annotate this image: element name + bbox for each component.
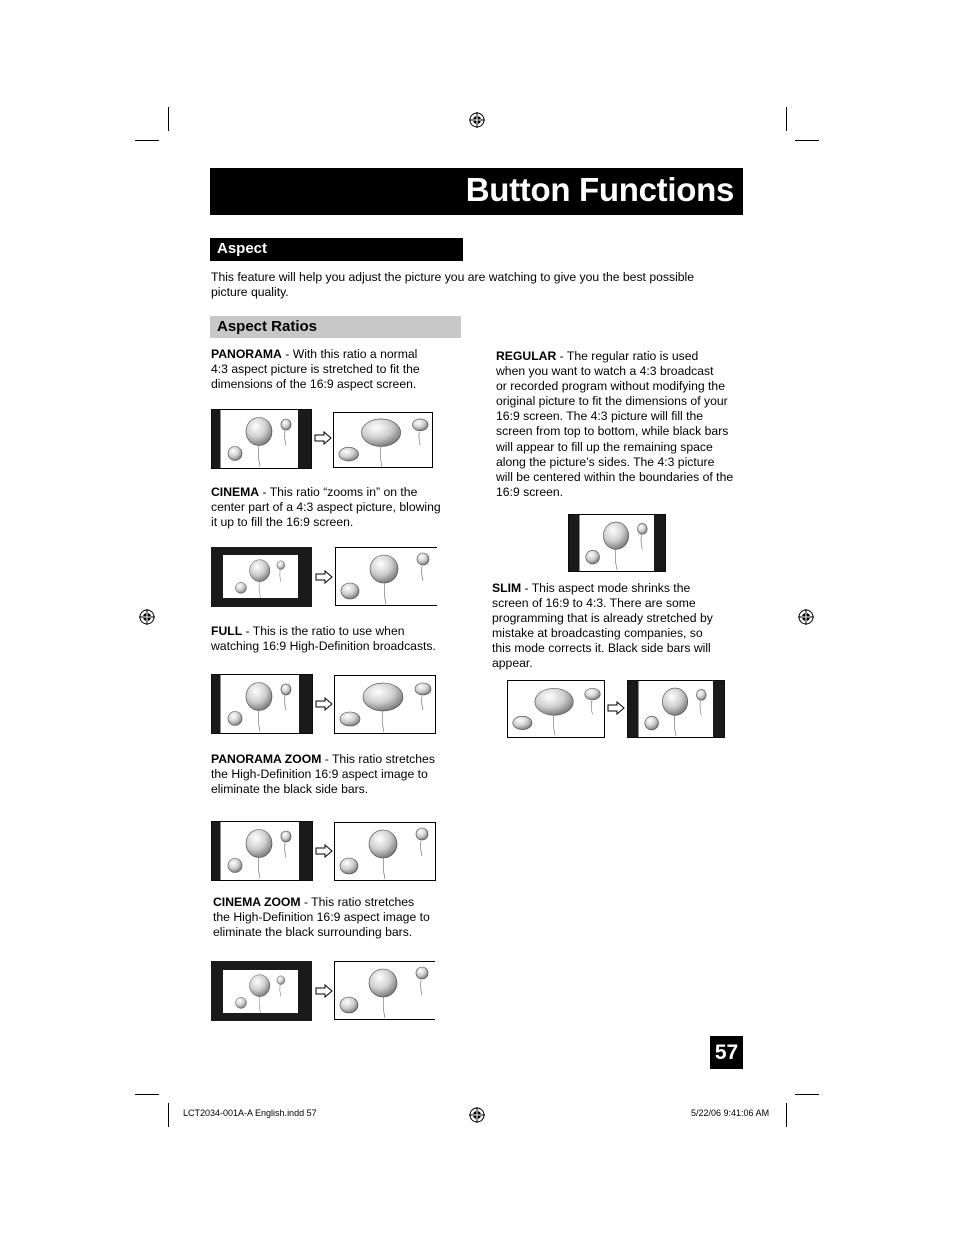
- text-line: it up to fill the 16:9 screen.: [211, 515, 354, 530]
- slim-illustration: [507, 680, 726, 739]
- text-line: - This ratio “zooms in” on the: [262, 485, 418, 499]
- mode-description-slim: [492, 581, 713, 672]
- text-line: 4:3 aspect picture is stretched to fit the: [211, 362, 420, 377]
- text-line: This feature will help you adjust the picture you are watching to give you the best possible: [211, 270, 695, 284]
- section-heading-text: Aspect Ratios: [217, 318, 318, 335]
- mode-name: CINEMA: [211, 485, 260, 499]
- text-line: mistake at broadcasting companies, so: [492, 626, 703, 641]
- text-line: 16:9 screen. The 4:3 picture will fill the: [496, 409, 704, 424]
- text-line: - The regular ratio is used: [559, 349, 699, 363]
- mode-description-panorama-zoom: [211, 752, 435, 797]
- text-line: original picture to fit the dimensions of your: [496, 394, 728, 409]
- text-line: - This ratio stretches: [303, 895, 415, 909]
- mode-name: FULL: [211, 624, 243, 638]
- text-line: watching 16:9 High-Definition broadcasts.: [211, 639, 436, 654]
- full-illustration: [211, 674, 438, 735]
- text-line: when you want to watch a 4:3 broadcast: [496, 364, 714, 379]
- text-line: dimensions of the 16:9 aspect screen.: [211, 377, 417, 392]
- registration-mark-icon: [469, 112, 485, 128]
- text-line: - This is the ratio to use when: [245, 624, 405, 638]
- registration-mark-icon: [469, 1107, 485, 1123]
- text-line: - This aspect mode shrinks the: [524, 581, 691, 595]
- panorama-zoom-illustration: [211, 821, 438, 882]
- crop-mark: [786, 107, 787, 131]
- registration-mark-icon: [798, 609, 814, 625]
- text-line: this mode corrects it. Black side bars will: [492, 641, 711, 656]
- crop-mark: [795, 140, 819, 141]
- crop-mark: [135, 140, 159, 141]
- page-title: Button Functions: [465, 171, 734, 208]
- text-line: the High-Definition 16:9 aspect image to: [213, 910, 430, 925]
- text-line: - This ratio stretches: [324, 752, 435, 766]
- text-line: or recorded program without modifying the: [496, 379, 725, 394]
- text-line: will be centered within the boundaries of the: [496, 469, 734, 484]
- page-number: 57: [710, 1036, 743, 1069]
- mode-description-regular: [496, 349, 733, 500]
- mode-description-cinema: [211, 485, 441, 530]
- crop-mark: [168, 1103, 169, 1127]
- crop-mark: [795, 1094, 819, 1095]
- regular-illustration: [568, 514, 666, 572]
- cinema-illustration: [211, 547, 438, 607]
- panorama-illustration: [211, 409, 436, 469]
- crop-mark: [168, 107, 169, 131]
- title-bar: [210, 168, 743, 215]
- section-heading-aspect: [210, 238, 463, 261]
- text-line: center part of a 4:3 aspect picture, blowing: [211, 500, 441, 515]
- text-line: appear.: [492, 656, 533, 671]
- mode-description-cinema-zoom: [213, 895, 430, 940]
- intro-paragraph: [211, 270, 694, 300]
- mode-description-full: [211, 624, 436, 654]
- text-line: the High-Definition 16:9 aspect image to: [211, 767, 428, 782]
- mode-name: SLIM: [492, 581, 522, 595]
- text-line: programming that is already stretched by: [492, 611, 713, 626]
- mode-description-panorama: [211, 347, 420, 392]
- footer-timestamp: 5/22/06 9:41:06 AM: [691, 1108, 770, 1118]
- crop-mark: [786, 1103, 787, 1127]
- cinema-zoom-illustration: [211, 961, 436, 1021]
- text-line: eliminate the black surrounding bars.: [213, 925, 413, 940]
- text-line: screen from top to bottom, while black bars: [496, 424, 729, 439]
- mode-name: CINEMA ZOOM: [213, 895, 301, 909]
- registration-mark-icon: [139, 609, 155, 625]
- crop-mark: [135, 1094, 159, 1095]
- text-line: eliminate the black side bars.: [211, 782, 369, 797]
- section-heading-text: Aspect: [217, 240, 268, 257]
- text-line: picture quality.: [211, 285, 289, 300]
- text-line: along the picture’s sides. The 4:3 picture: [496, 454, 715, 469]
- mode-name: PANORAMA: [211, 347, 282, 361]
- mode-name: PANORAMA ZOOM: [211, 752, 322, 766]
- footer-filename: LCT2034-001A-A English.indd 57: [183, 1108, 317, 1118]
- text-line: screen of 16:9 to 4:3. There are some: [492, 596, 696, 611]
- mode-name: REGULAR: [496, 349, 557, 363]
- text-line: will appear to fill up the remaining space: [496, 439, 713, 454]
- text-line: 16:9 screen.: [496, 484, 564, 499]
- section-heading-aspect-ratios: [210, 316, 461, 338]
- text-line: - With this ratio a normal: [285, 347, 418, 361]
